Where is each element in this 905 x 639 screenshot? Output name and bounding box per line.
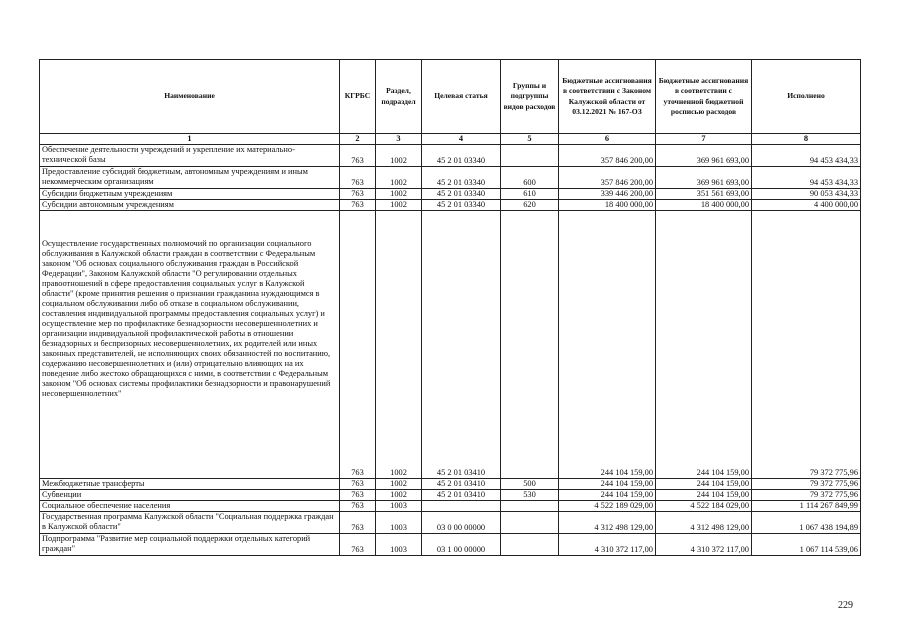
row-name: Субвенции: [40, 490, 340, 501]
table-row: [40, 479, 861, 490]
row-name: Осуществление государственных полномочий по организации социального обслуживания в Калужской области граждан в соответствии с Федеральным законом "Об основах социального обслуживания граждан в Российской Федерации", Законом Калужской области "О регулировании отдельных правоотношений в сфере предоставления социальных услуг в Калужской области" (кроме принятия решения о признании гражданина нуждающимся в социальном обслуживании либо об отказе в социальном обслуживании, составления индивидуальной программы предоставления социальных услуг) и осуществление мер по профилактике безнадзорности несовершеннолетних и организации индивидуальной профилактической работы в отношении безнадзорных и беспризорных несовершеннолетних, их родителей или иных законных представителей, не исполняющих своих обязанностей по воспитанию, содержанию несовершеннолетних и (или) отрицательно влияющих на их поведение либо жестоко обращающихся с ними, в соответствии с Федеральным законом "Об основах системы профилактики безнадзорности и правонарушений несовершеннолетних": [40, 211, 340, 479]
row-vid: [501, 501, 559, 512]
row-rospis: 4 522 184 029,00: [656, 501, 752, 512]
row-kgrbs: 763: [340, 189, 376, 200]
header-name: Наименование: [40, 60, 340, 134]
column-number: 1: [40, 134, 340, 145]
row-vid: 610: [501, 189, 559, 200]
row-zakon: 4 522 189 029,00: [559, 501, 656, 512]
row-ispolneno: 1 067 114 539,06: [752, 534, 861, 556]
row-rospis: 351 561 693,00: [656, 189, 752, 200]
row-vid: [501, 145, 559, 167]
column-number: 8: [752, 134, 861, 145]
table-row: [40, 490, 861, 501]
row-kgrbs: 763: [340, 211, 376, 479]
row-razdel: 1003: [376, 534, 422, 556]
row-ispolneno: 1 067 438 194,89: [752, 512, 861, 534]
row-kgrbs: 763: [340, 534, 376, 556]
row-celevaya: 45 2 01 03340: [422, 200, 501, 211]
row-name: Социальное обеспечение населения: [40, 501, 340, 512]
row-ispolneno: 79 372 775,96: [752, 490, 861, 501]
row-vid: 530: [501, 490, 559, 501]
row-ispolneno: 90 053 434,33: [752, 189, 861, 200]
row-celevaya: 45 2 01 03340: [422, 145, 501, 167]
table-row: [40, 189, 861, 200]
row-rospis: 244 104 159,00: [656, 490, 752, 501]
row-zakon: 357 846 200,00: [559, 145, 656, 167]
table-row: [40, 512, 861, 534]
row-zakon: 244 104 159,00: [559, 211, 656, 479]
row-razdel: 1003: [376, 501, 422, 512]
column-number: 4: [422, 134, 501, 145]
row-kgrbs: 763: [340, 200, 376, 211]
row-name: Предоставление субсидий бюджетным, автономным учреждениям и иным некоммерческим организациям: [40, 167, 340, 189]
row-rospis: 4 312 498 129,00: [656, 512, 752, 534]
row-razdel: 1002: [376, 167, 422, 189]
row-celevaya: 45 2 01 03410: [422, 211, 501, 479]
row-name: Государственная программа Калужской области "Социальная поддержка граждан в Калужской области": [40, 512, 340, 534]
row-celevaya: 45 2 01 03410: [422, 479, 501, 490]
table-row: [40, 167, 861, 189]
row-vid: 600: [501, 167, 559, 189]
row-kgrbs: 763: [340, 167, 376, 189]
row-ispolneno: 1 114 267 849,99: [752, 501, 861, 512]
row-rospis: 244 104 159,00: [656, 211, 752, 479]
table-row: [40, 534, 861, 556]
row-kgrbs: 763: [340, 501, 376, 512]
header-celevaya: Целевая статья: [422, 60, 501, 134]
column-number-row: [40, 134, 861, 145]
row-celevaya: 03 1 00 00000: [422, 534, 501, 556]
row-name: Межбюджетные трансферты: [40, 479, 340, 490]
header-ispolneno: Исполнено: [752, 60, 861, 134]
row-kgrbs: 763: [340, 145, 376, 167]
row-razdel: 1002: [376, 211, 422, 479]
header-razdel: Раздел, подраздел: [376, 60, 422, 134]
row-celevaya: 45 2 01 03340: [422, 167, 501, 189]
table-row: [40, 145, 861, 167]
row-ispolneno: 94 453 434,33: [752, 167, 861, 189]
row-name: Подпрограмма "Развитие мер социальной поддержки отдельных категорий граждан": [40, 534, 340, 556]
row-razdel: 1002: [376, 200, 422, 211]
table-row: [40, 200, 861, 211]
row-zakon: 339 446 200,00: [559, 189, 656, 200]
row-razdel: 1002: [376, 479, 422, 490]
table-row: [40, 211, 861, 479]
row-zakon: 4 312 498 129,00: [559, 512, 656, 534]
row-vid: [501, 534, 559, 556]
row-zakon: 18 400 000,00: [559, 200, 656, 211]
row-name: Субсидии автономным учреждениям: [40, 200, 340, 211]
header-zakon: Бюджетные ассигнования в соответствии с Законом Калужской области от 03.12.2021 № 167-ОЗ: [559, 60, 656, 134]
header-row: [40, 60, 861, 134]
row-rospis: 18 400 000,00: [656, 200, 752, 211]
row-celevaya: [422, 501, 501, 512]
row-ispolneno: 79 372 775,96: [752, 211, 861, 479]
column-number: 5: [501, 134, 559, 145]
row-kgrbs: 763: [340, 479, 376, 490]
row-razdel: 1002: [376, 145, 422, 167]
row-zakon: 244 104 159,00: [559, 479, 656, 490]
row-zakon: 244 104 159,00: [559, 490, 656, 501]
row-razdel: 1002: [376, 189, 422, 200]
column-number: 7: [656, 134, 752, 145]
table-row: [40, 501, 861, 512]
row-kgrbs: 763: [340, 490, 376, 501]
row-name: Субсидии бюджетным учреждениям: [40, 189, 340, 200]
row-vid: 500: [501, 479, 559, 490]
column-number: 6: [559, 134, 656, 145]
header-vid: Группы и подгруппы видов расходов: [501, 60, 559, 134]
row-celevaya: 03 0 00 00000: [422, 512, 501, 534]
budget-execution-table: [39, 59, 861, 556]
row-razdel: 1003: [376, 512, 422, 534]
row-celevaya: 45 2 01 03340: [422, 189, 501, 200]
row-vid: [501, 512, 559, 534]
column-number: 3: [376, 134, 422, 145]
row-razdel: 1002: [376, 490, 422, 501]
header-kgrbs: КГРБС: [340, 60, 376, 134]
row-celevaya: 45 2 01 03410: [422, 490, 501, 501]
row-ispolneno: 94 453 434,33: [752, 145, 861, 167]
header-rospis: Бюджетные ассигнования в соответствии с уточненной бюджетной росписью расходов: [656, 60, 752, 134]
row-vid: [501, 211, 559, 479]
row-rospis: 369 961 693,00: [656, 145, 752, 167]
row-name: Обеспечение деятельности учреждений и укрепление их материально-технической базы: [40, 145, 340, 167]
row-rospis: 4 310 372 117,00: [656, 534, 752, 556]
row-rospis: 369 961 693,00: [656, 167, 752, 189]
row-vid: 620: [501, 200, 559, 211]
row-kgrbs: 763: [340, 512, 376, 534]
page-number: 229: [838, 600, 853, 611]
row-rospis: 244 104 159,00: [656, 479, 752, 490]
row-zakon: 357 846 200,00: [559, 167, 656, 189]
row-zakon: 4 310 372 117,00: [559, 534, 656, 556]
column-number: 2: [340, 134, 376, 145]
row-ispolneno: 4 400 000,00: [752, 200, 861, 211]
row-ispolneno: 79 372 775,96: [752, 479, 861, 490]
